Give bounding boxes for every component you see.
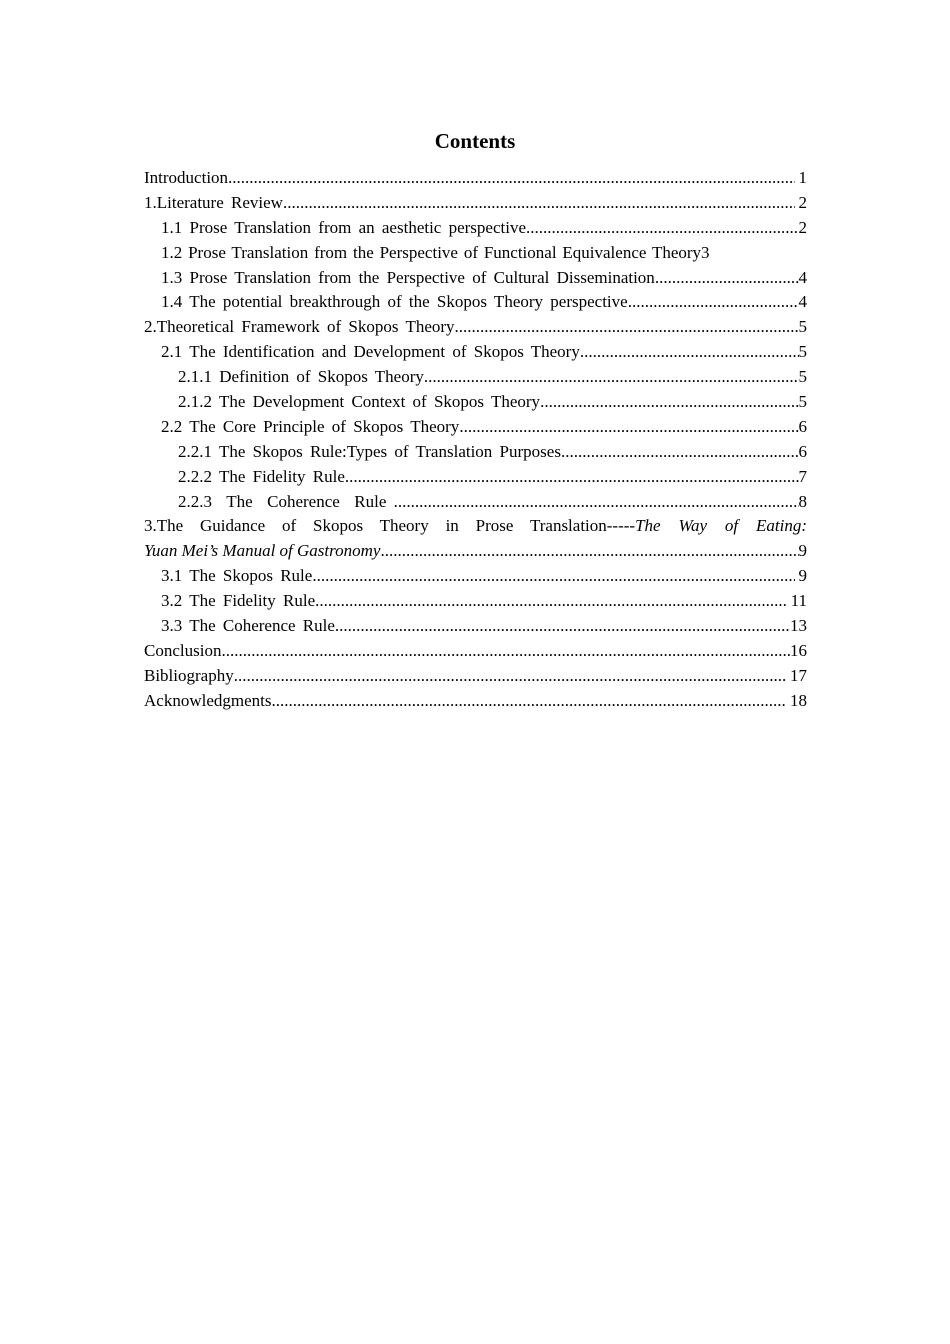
toc-entry-page: 5 xyxy=(798,342,807,362)
dot-leader xyxy=(455,315,799,340)
dot-leader xyxy=(561,440,799,465)
toc-entry-label: 1.1 Prose Translation from an aesthetic perspective xyxy=(161,217,527,237)
dot-leader xyxy=(424,365,799,390)
toc-entry-label: 1.2 Prose Translation from the Perspective of Functional Equivalence Theory xyxy=(161,242,702,262)
toc-entry-label: Bibliography xyxy=(144,665,234,685)
toc-entry-label: 3.1 The Skopos Rule xyxy=(161,566,313,586)
toc-entry-label: 2.1 The Identification and Development of Skopos Theory xyxy=(161,342,580,362)
toc-entry-guidance-line-1[interactable] xyxy=(144,514,807,539)
toc-entry-3-2[interactable] xyxy=(144,589,807,614)
dot-leader xyxy=(540,390,798,415)
dot-leader xyxy=(459,415,798,440)
dot-leader xyxy=(335,614,790,639)
toc-entry-label: 2.1.1 Definition of Skopos Theory xyxy=(178,367,424,387)
dot-leader xyxy=(283,191,795,216)
toc-entry-label: 3.The Guidance of Skopos Theory in Prose Translation----- xyxy=(144,516,636,536)
toc-entry-label: 3.3 The Coherence Rule xyxy=(161,616,335,636)
toc-entry-label-italic: Yuan Mei’s Manual of Gastronomy xyxy=(144,541,381,561)
toc-entry-page: 4 xyxy=(798,292,807,312)
toc-entry-page: 8 xyxy=(798,491,807,511)
dot-leader xyxy=(345,465,799,490)
page-title: Contents xyxy=(434,129,516,153)
toc-entry-page: 11 xyxy=(790,591,807,611)
toc-entry-label: 2.2 The Core Principle of Skopos Theory xyxy=(161,416,460,436)
toc-entry-label: 1.3 Prose Translation from the Perspective of Cultural Dissemination xyxy=(161,267,655,287)
toc-entry-page: 2 xyxy=(798,192,807,212)
toc-entry-acknowledgments[interactable] xyxy=(144,689,807,714)
toc-entry-2-2-2[interactable] xyxy=(144,465,807,490)
toc-entry-page: 6 xyxy=(798,416,807,436)
toc-entry-3-1[interactable] xyxy=(144,564,807,589)
toc-entry-label: Conclusion xyxy=(144,640,222,660)
toc-entry-label: 2.2.1 The Skopos Rule:Types of Translation Purposes xyxy=(178,441,561,461)
toc-entry-theoretical-framework[interactable] xyxy=(144,315,807,340)
toc-entry-2-2-3[interactable] xyxy=(144,490,807,515)
toc-entry-label: 3.2 The Fidelity Rule xyxy=(161,591,316,611)
toc-entry-page: 13 xyxy=(790,616,807,636)
toc-entry-2-1-2[interactable] xyxy=(144,390,807,415)
toc-entry-2-2-1[interactable] xyxy=(144,440,807,465)
toc-entry-page: 5 xyxy=(798,392,807,412)
dot-leader xyxy=(315,589,787,614)
toc-entry-1-2[interactable] xyxy=(144,241,807,266)
toc-entry-label: 2.Theoretical Framework of Skopos Theory xyxy=(144,317,455,337)
toc-entry-page: 4 xyxy=(798,267,807,287)
dot-leader xyxy=(380,539,798,564)
toc-entry-2-1-1[interactable] xyxy=(144,365,807,390)
dot-leader xyxy=(394,490,799,515)
toc-entry-1-3[interactable] xyxy=(144,266,807,291)
dot-leader xyxy=(580,340,799,365)
toc-entry-page: 2 xyxy=(798,217,807,237)
dot-leader xyxy=(228,166,794,191)
dot-leader xyxy=(221,639,790,664)
toc-entry-label: 2.2.2 The Fidelity Rule xyxy=(178,466,345,486)
toc-entry-page: 1 xyxy=(798,168,807,187)
dot-leader xyxy=(271,689,786,714)
toc-entry-conclusion[interactable] xyxy=(144,639,807,664)
toc-entry-label-italic: The Way of Eating: xyxy=(635,516,807,536)
toc-entry-guidance-line-2[interactable] xyxy=(144,539,807,564)
toc-entry-label: Introduction xyxy=(144,168,229,187)
dot-leader xyxy=(312,564,794,589)
toc-entry-1-1[interactable] xyxy=(144,216,807,241)
toc-entry-page: 7 xyxy=(798,466,807,486)
toc-entry-page: 6 xyxy=(798,441,807,461)
toc-entry-label: 1.Literature Review xyxy=(144,192,283,212)
dot-leader xyxy=(655,266,799,291)
toc-entry-page: 9 xyxy=(798,566,807,586)
toc-entry-label: Acknowledgments xyxy=(144,690,272,710)
toc-entry-2-1[interactable] xyxy=(144,340,807,365)
toc-entry-3-3[interactable] xyxy=(144,614,807,639)
toc-entry-page: 5 xyxy=(798,317,807,337)
dot-leader xyxy=(234,664,786,689)
toc-entry-literature-review[interactable] xyxy=(144,191,807,216)
toc-entry-label: 2.2.3 The Coherence Rule xyxy=(178,491,394,511)
toc-entry-1-4[interactable] xyxy=(144,290,807,315)
toc-entry-bibliography[interactable] xyxy=(144,664,807,689)
toc-entry-label: 2.1.2 The Development Context of Skopos Theory xyxy=(178,392,541,412)
toc-entry-page: 5 xyxy=(798,367,807,387)
toc-entry-page: 18 xyxy=(790,690,807,710)
toc-entry-page: 17 xyxy=(790,665,807,685)
toc-entry-2-2[interactable] xyxy=(144,415,807,440)
toc-entry-page: 3 xyxy=(701,242,710,262)
dot-leader xyxy=(628,290,799,315)
toc-entry-label: 1.4 The potential breakthrough of the Skopos Theory perspective xyxy=(161,292,628,312)
table-of-contents xyxy=(144,166,807,714)
toc-entry-page: 9 xyxy=(798,541,807,561)
toc-entry-introduction[interactable] xyxy=(144,166,807,191)
toc-entry-page: 16 xyxy=(790,640,807,660)
dot-leader xyxy=(526,216,798,241)
